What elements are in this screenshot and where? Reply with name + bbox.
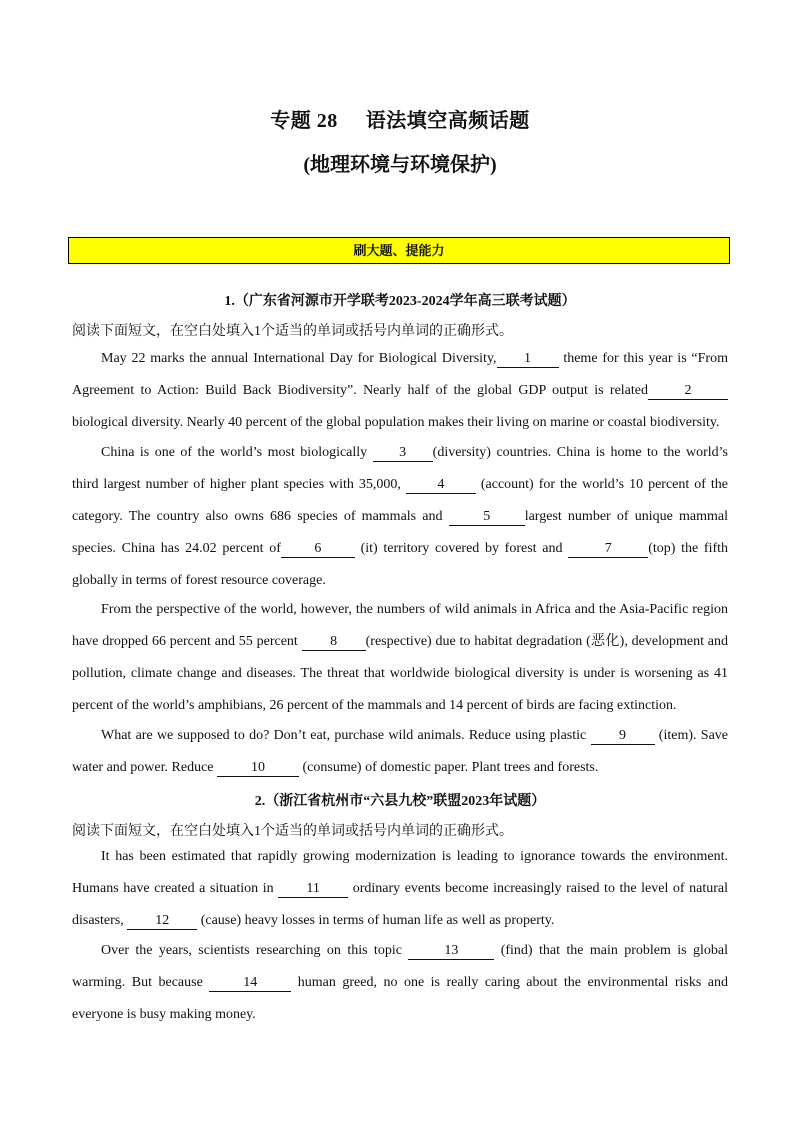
question-1-title: 1.（广东省河源市开学联考2023-2024学年高三联考试题）	[224, 294, 576, 309]
blank-1[interactable]: 1	[497, 351, 559, 368]
question-1-paragraph-1: May 22 marks the annual International Day for Biological Diversity, 1 theme for this year is “From Agreement to Action: Build Back Biodiversity”. Nearly half of the global GDP output is related 2 biological diversity. Nearly 40 percent of the global population makes their living on marine or coastal biodiversity.	[72, 351, 728, 430]
blank-3[interactable]: 3	[373, 445, 433, 462]
blank-14[interactable]: 14	[209, 975, 291, 992]
section-banner: 刷大题、提能力	[68, 237, 730, 264]
blank-6[interactable]: 6	[281, 541, 355, 558]
question-1-instruction: 阅读下面短文，在空白处填入1个适当的单词或括号内单词的正确形式。	[72, 324, 513, 339]
blank-2[interactable]: 2	[648, 383, 728, 400]
blank-5[interactable]: 5	[449, 509, 525, 526]
blank-7[interactable]: 7	[568, 541, 648, 558]
blank-12[interactable]: 12	[127, 913, 197, 930]
topic-name: 语法填空高频话题	[365, 110, 530, 132]
blank-10[interactable]: 10	[217, 760, 299, 777]
question-1-paragraph-4: What are we supposed to do? Don’t eat, purchase wild animals. Reduce using plastic 9 (item). Save water and power. Reduce 10 (consume) of domestic paper. Plant trees and forests.	[72, 728, 728, 775]
blank-4[interactable]: 4	[406, 477, 476, 494]
question-1-paragraph-2: China is one of the world’s most biologically 3 (diversity) countries. China is home to the world’s third largest number of higher plant species with 35,000, 4 (account) for the world’s 10 percent of the category. The country also owns 686 species of mammals and 5 largest number of unique mammal species. China has 24.02 percent of 6 (it) territory covered by forest and 7 (top) the fifth globally in terms of forest resource coverage.	[72, 445, 729, 588]
page-title	[0, 104, 800, 133]
question-2-instruction: 阅读下面短文，在空白处填入1个适当的单词或括号内单词的正确形式。	[72, 824, 513, 839]
blank-9[interactable]: 9	[591, 728, 655, 745]
question-2-paragraph-1: It has been estimated that rapidly growing modernization is leading to ignorance towards the environment. Humans have created a situation in 11 ordinary events become increasingly raised to the level of natural disasters, 12 (cause) heavy losses in terms of human life as well as property.	[72, 849, 728, 928]
page-subtitle: (地理环境与环境保护)	[303, 154, 497, 176]
question-2-paragraph-2: Over the years, scientists researching on this topic 13 (find) that the main problem is global warming. But because 14 human greed, no one is really caring about the environmental risks and everyone is busy making money.	[72, 943, 729, 1022]
blank-11[interactable]: 11	[278, 881, 348, 898]
question-1-paragraph-3: From the perspective of the world, however, the numbers of wild animals in Africa and the Asia-Pacific region have dropped 66 percent and 55 percent 8 (respective) due to habitat degradation (恶化), development and pollution, climate change and diseases. The threat that worldwide biological diversity is under is worsening as 41 percent of the world’s amphibians, 26 percent of the mammals and 14 percent of birds are facing extinction.	[72, 602, 728, 713]
topic-label: 专题 28	[270, 110, 338, 132]
question-2-title: 2.（浙江省杭州市“六县九校”联盟2023年试题）	[254, 794, 546, 809]
blank-13[interactable]: 13	[408, 943, 494, 960]
blank-8[interactable]: 8	[302, 634, 366, 651]
